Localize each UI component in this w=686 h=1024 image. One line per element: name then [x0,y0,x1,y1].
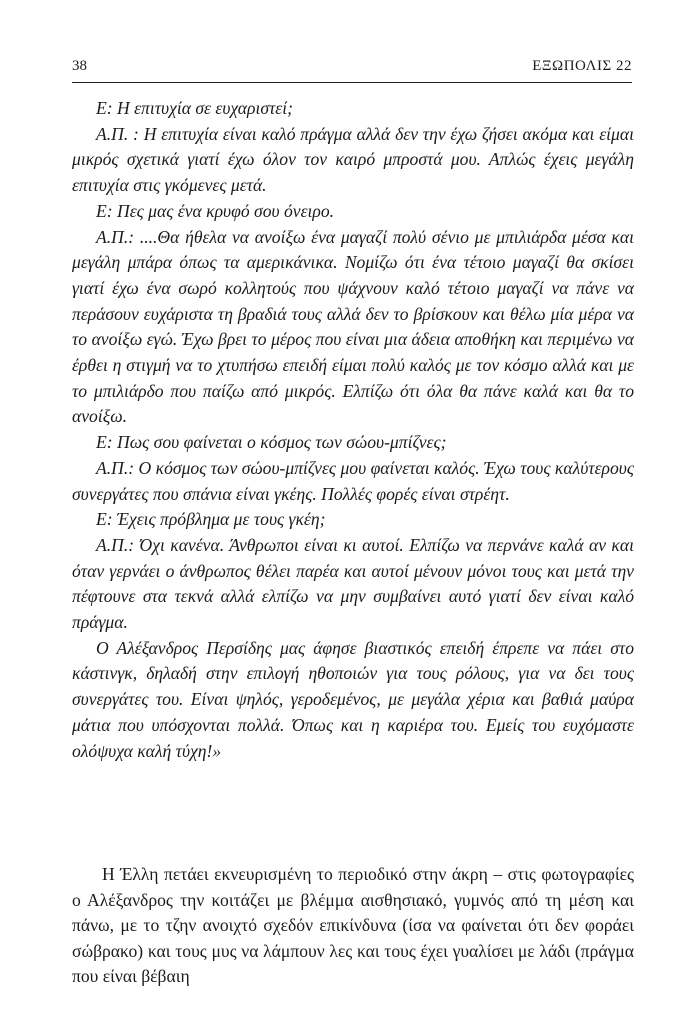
interview-answer: Α.Π. : Η επιτυχία είναι καλό πράγμα αλλά δεν την έχω ζήσει ακόμα και είμαι μικρός σχετικά γιατί έχω όλον τον καιρό μπροστά μου. Απλώς έχεις μεγάλη επιτυχία στις γκόμενες μετά. [72,123,634,196]
page-header [72,58,632,83]
narrative-section [72,862,634,990]
interview-answer: Α.Π.: Όχι κανένα. Άνθρωποι είναι κι αυτοί. Ελπίζω να περνάνε καλά αν και όταν γερνάει ο άνθρωπος θέλει παρέα και αυτοί μένουν μόνοι τους και μετά την πέφτουνε στα τεκνά αλλά ελπίζω να μην συμβαίνει αυτό γιατί δεν είναι καλό πράγμα. [72,534,634,633]
page-number: 38 [72,58,87,74]
interview-answer: Α.Π.: Ο κόσμος των σώου-μπίζνες μου φαίνεται καλός. Έχω τους καλύτερους συνεργάτες που σπάνια είναι γκέης. Πολλές φορές είναι στρέητ. [72,457,634,504]
interview-answer: Α.Π.: ....Θα ήθελα να ανοίξω ένα μαγαζί πολύ σένιο με μπιλιάρδα μέσα και μεγάλη μπάρα όπως τα αμερικάνικα. Νομίζω ότι ένα τέτοιο μαγαζί θα σκίσει γιατί έχω ένα σωρό κολλητούς που ψάχνουν καλό τέτοιο μαγαζί να πάνε να περάσουν ευχάριστα τη βραδιά τους αλλά δεν το βρίσκουν και θέλω μία μέρα να το ανοίξω εγώ. Έχω βρει το μέρος που είναι μια άδεια αποθήκη και περιμένω να έρθει η στιγμή να το χτυπήσω επειδή είμαι πολύ καλός με τον κόσμο αλλά και με το μπιλιάρδο που παίζω από μικρός. Ελπίζω ότι όλα θα πάνε καλά και θα το ανοίξω. [72,226,634,427]
interview-question: Ε: Πως σου φαίνεται ο κόσμος των σώου-μπίζνες; [96,432,447,453]
interview-question: Ε: Πες μας ένα κρυφό σου όνειρο. [96,200,335,221]
interview-section [72,96,634,764]
interview-closing-paragraph: Ο Αλέξανδρος Περσίδης μας άφησε βιαστικός επειδή έπρεπε να πάει στο κάστινγκ, δηλαδή στην επιλογή ηθοποιών για τους ρόλους, για να δει τους συνεργάτες του. Είναι ψηλός, γεροδεμένος, με μεγάλα χέρια και βαθιά μαύρα μάτια που υπόσχονται πολλά. Όπως και η καριέρα του. Εμείς του ευχόμαστε ολόψυχα καλή τύχη!» [72,637,634,761]
interview-question: Ε: Η επιτυχία σε ευχαριστεί; [96,98,293,118]
running-head: ΕΞΩΠΟΛΙΣ 22 [532,58,632,74]
narrative-paragraph: Η Έλλη πετάει εκνευρισμένη το περιοδικό στην άκρη – στις φωτογραφίες ο Αλέξανδρος την κοιτάζει με βλέμμα αισθησιακό, γυμνός από τη μέση και πάνω, με το τζην ανοιχτό σχεδόν επικίνδυνα (ίσα να φαίνεται ότι δεν φοράει σώβρακο) και τους μυς να λάμπουν λες και τους έχει γυαλίσει με λάδι (πράγμα που είναι βέβαιη [72,864,634,987]
interview-question: Ε: Έχεις πρόβλημα με τους γκέη; [96,509,326,530]
